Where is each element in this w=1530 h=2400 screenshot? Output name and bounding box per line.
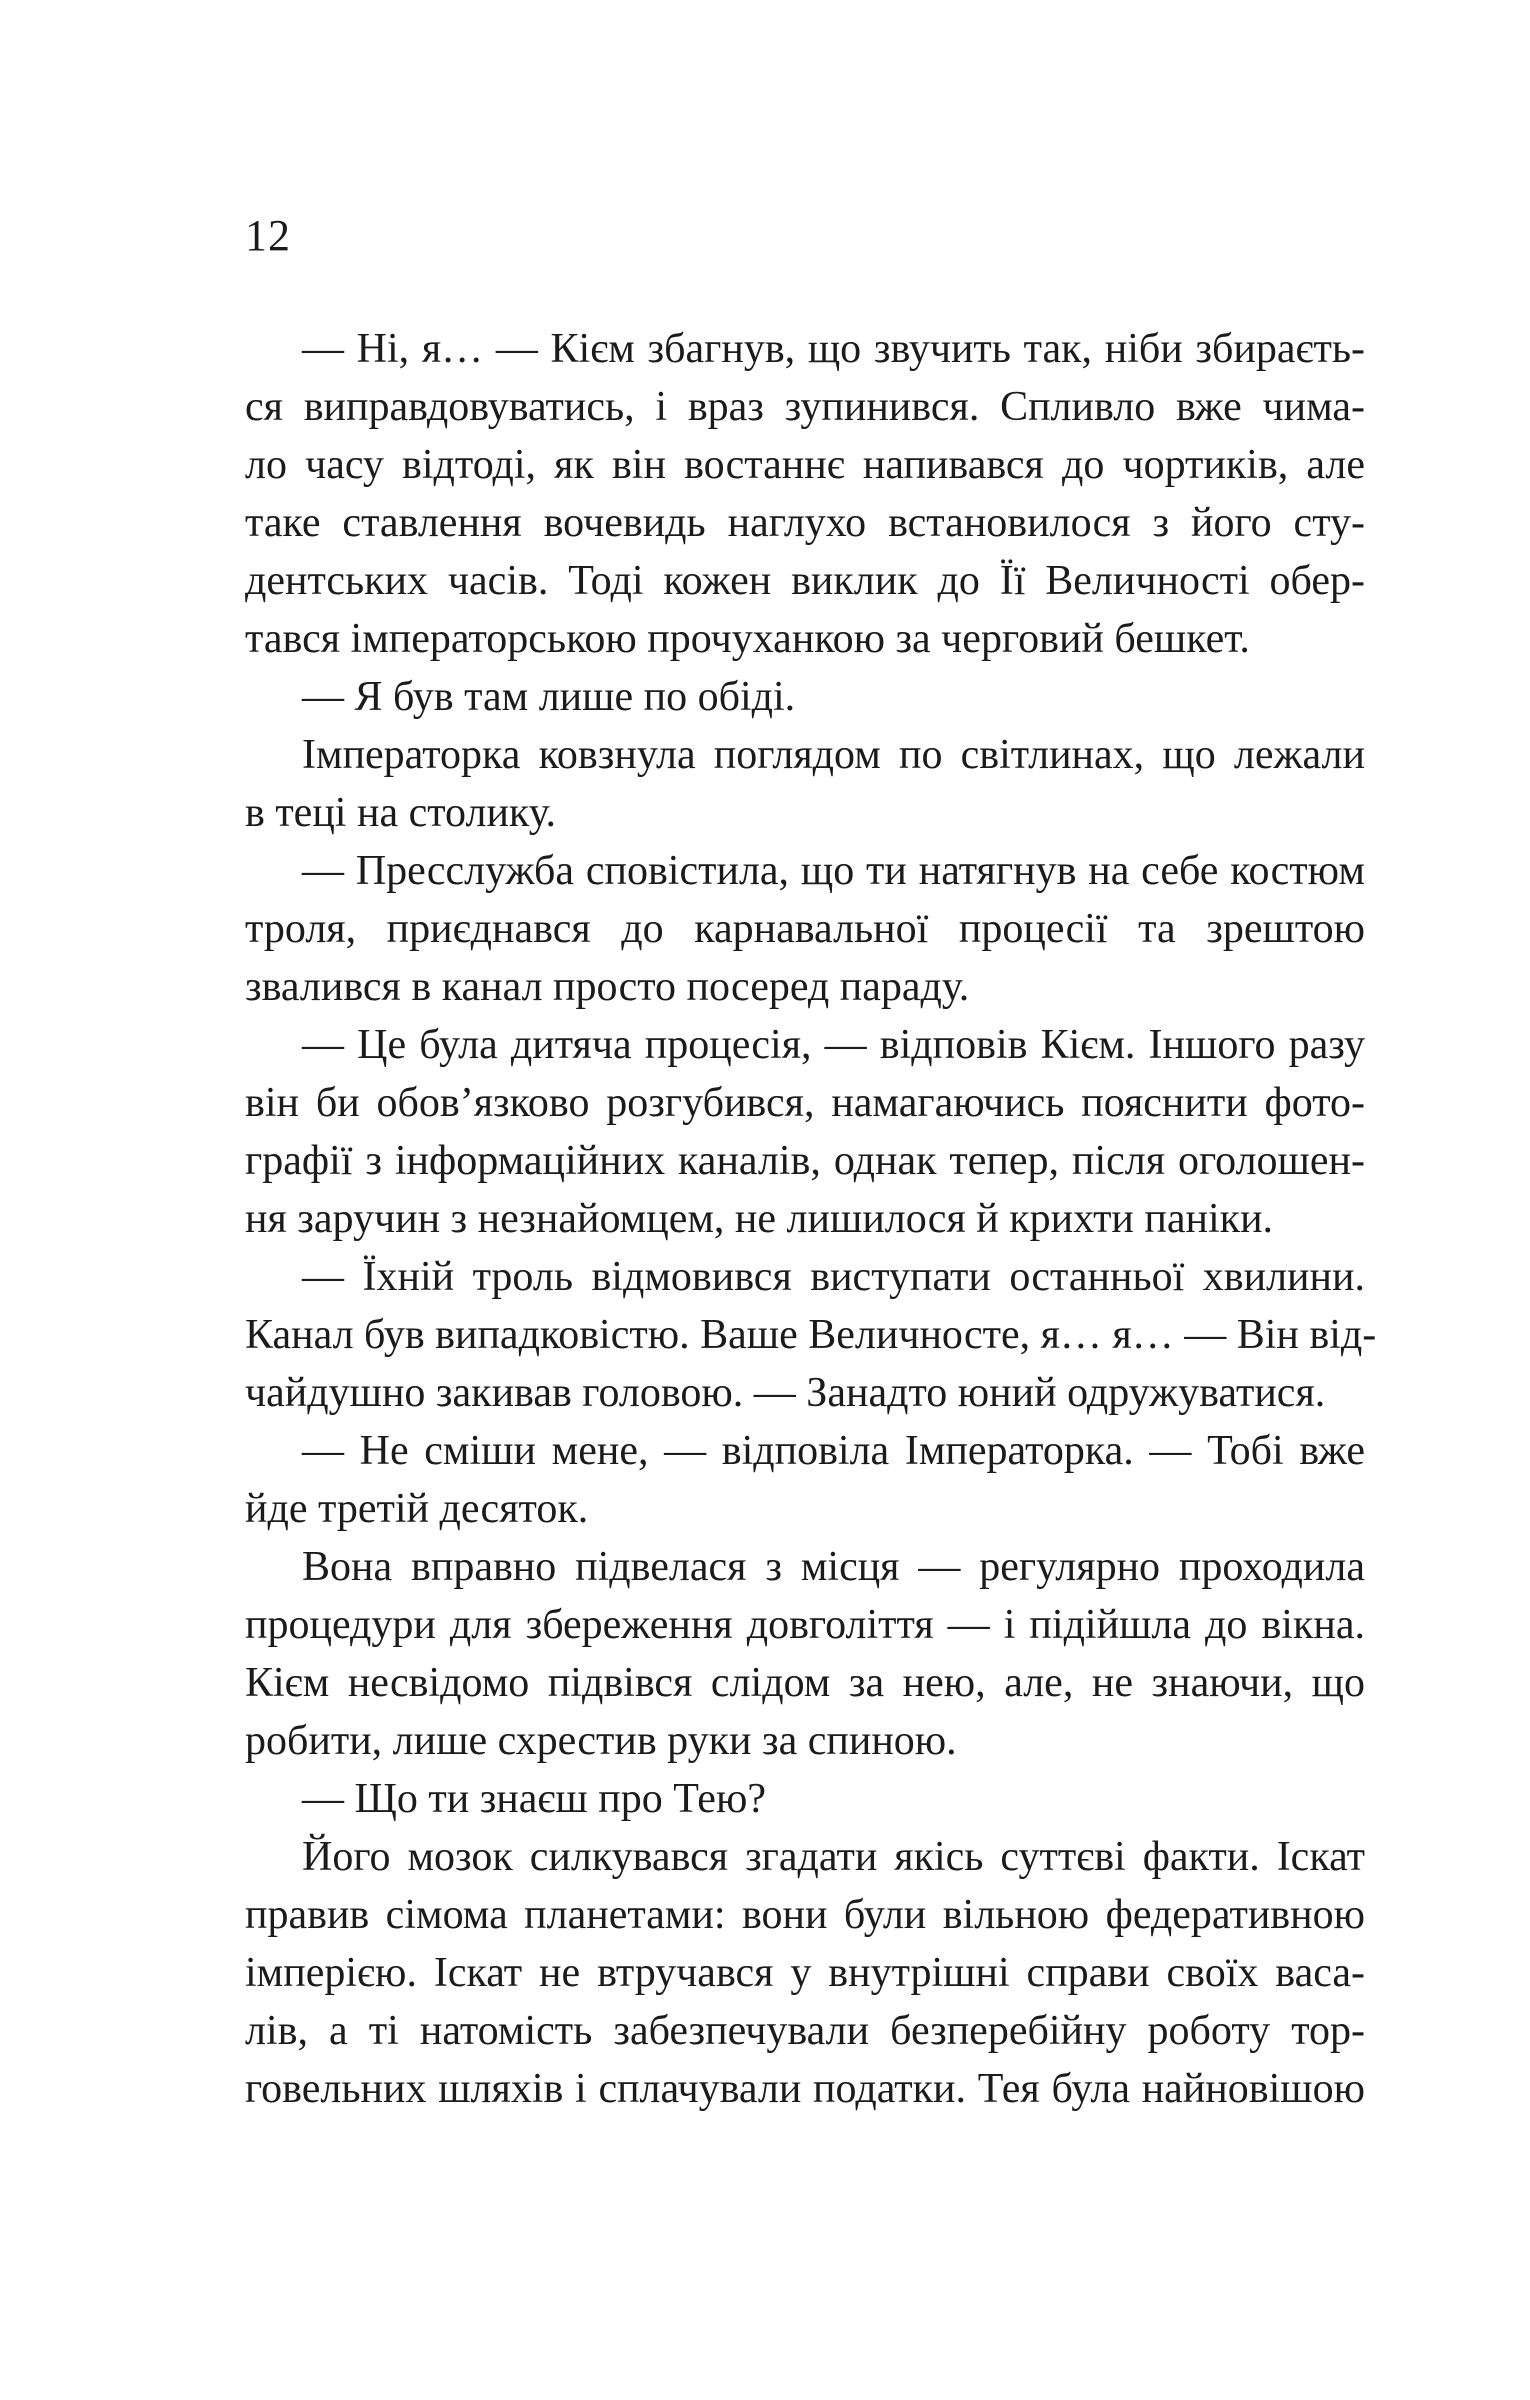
text-line: Вона вправно підвелася з місця — регулярно проходила	[302, 1544, 1365, 1590]
paragraph	[245, 1828, 1365, 2118]
text-line: — Що ти знаєш про Тею?	[302, 1776, 766, 1822]
text-line: лів, а ті натомість забезпечували безперебійну роботу тор-	[245, 2008, 1365, 2054]
paragraph	[245, 1422, 1365, 1538]
text-line: Імператорка ковзнула поглядом по світлинах, що лежали	[302, 732, 1365, 778]
text-line: троля, приєднався до карнавальної процесії та зрештою	[245, 906, 1365, 952]
text-line: таке ставлення вочевидь наглухо встановилося з його сту-	[245, 500, 1365, 546]
text-line: правив сімома планетами: вони були вільною федеративною	[245, 1892, 1365, 1938]
text-line: — Не сміши мене, — відповіла Імператорка. — Тобі вже	[302, 1428, 1365, 1474]
text-line: йде третій десяток.	[245, 1486, 589, 1532]
text-line: — Я був там лише по обіді.	[302, 674, 796, 720]
page-number: 12	[245, 211, 291, 260]
text-line: Кієм несвідомо підвівся слідом за нею, але, не знаючи, що	[245, 1660, 1365, 1706]
text-line: ся виправдовуватись, і враз зупинився. Спливло вже чима-	[245, 384, 1365, 430]
text-line: в теці на столику.	[245, 790, 557, 836]
paragraph	[245, 1016, 1365, 1248]
text-line: ло часу відтоді, як він востаннє напивався до чортиків, але	[245, 442, 1365, 488]
paragraph	[245, 842, 1365, 1016]
text-line: процедури для збереження довголіття — і підійшла до вікна.	[245, 1602, 1365, 1648]
text-line: імперією. Іскат не втручався у внутрішні справи своїх васа-	[245, 1950, 1365, 1996]
text-line: він би обов’язково розгубився, намагаючись пояснити фото-	[245, 1080, 1365, 1126]
paragraph	[245, 320, 1365, 668]
paragraph	[245, 1770, 1365, 1828]
text-line: — Їхній троль відмовився виступати останньої хвилини.	[302, 1254, 1365, 1300]
text-line: звалився в канал просто посеред параду.	[245, 964, 970, 1010]
paragraph	[245, 668, 1365, 726]
text-line: — Ні, я… — Кієм збагнув, що звучить так, ніби збираєть-	[302, 326, 1365, 372]
text-line: говельних шляхів і сплачували податки. Тея була найновішою	[245, 2066, 1365, 2112]
text-line: дентських часів. Тоді кожен виклик до Її Величності обер-	[245, 558, 1365, 604]
text-line: тався імператорською прочуханкою за черговий бешкет.	[245, 616, 1250, 662]
text-line: робити, лише схрестив руки за спиною.	[245, 1718, 957, 1764]
text-line: ня заручин з незнайомцем, не лишилося й крихти паніки.	[245, 1196, 1274, 1242]
text-line: Його мозок силкувався згадати якісь суттєві факти. Іскат	[302, 1834, 1365, 1880]
text-block	[245, 320, 1377, 2118]
text-line: Канал був випадковістю. Ваше Величносте, я… я… — Він від-	[245, 1312, 1377, 1358]
text-line: графії з інформаційних каналів, однак тепер, після оголошен-	[245, 1138, 1365, 1184]
paragraph	[245, 1538, 1365, 1770]
text-line: — Це була дитяча процесія, — відповів Кієм. Іншого разу	[302, 1022, 1365, 1068]
paragraph	[245, 1248, 1377, 1422]
paragraph	[245, 726, 1365, 842]
text-line: чайдушно закивав головою. — Занадто юний одружуватися.	[245, 1370, 1326, 1416]
text-line: — Пресслужба сповістила, що ти натягнув на себе костюм	[302, 848, 1365, 894]
